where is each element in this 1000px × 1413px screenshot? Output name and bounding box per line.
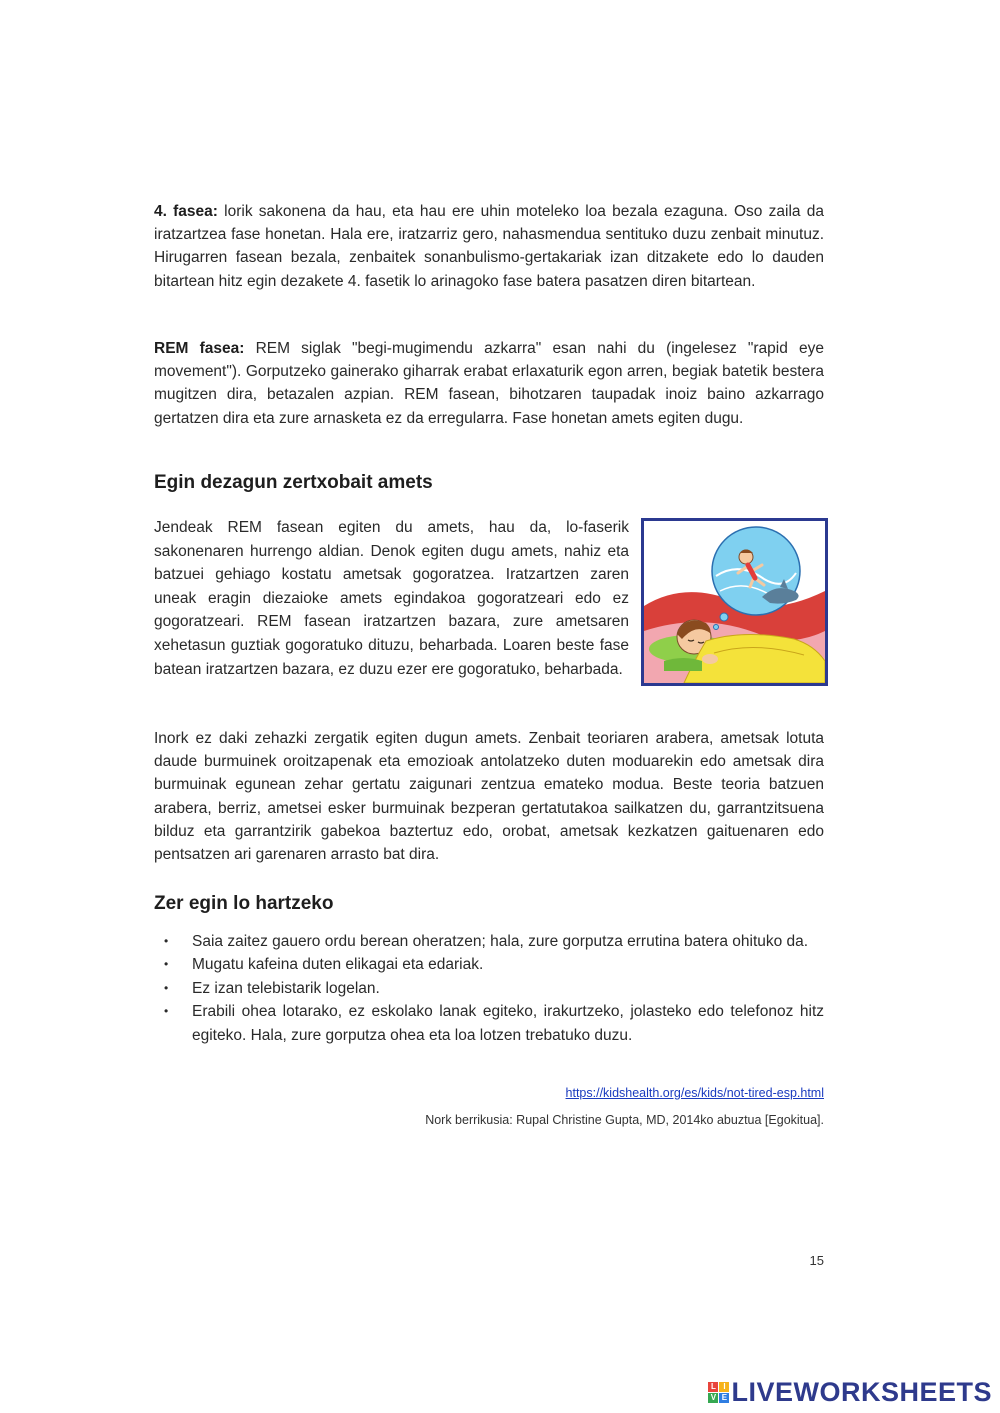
tip-text: Erabili ohea lotarako, ez eskolako lanak egiteko, irakurtzeko, jolasteko edo telefonoz hitz egiteko. Hala, zure gorputza ohea eta loa lotzen trebatuko duzu. (192, 1003, 824, 1044)
bullet-icon: • (164, 934, 169, 948)
liveworksheets-logo (708, 1377, 992, 1408)
dream-image-icon (644, 521, 825, 683)
sleep-tips-list (164, 930, 824, 1047)
fase4-paragraph (154, 200, 824, 293)
sleep-tips-heading: Zer egin lo hartzeko (154, 893, 334, 914)
page-number: 15 (809, 1253, 824, 1268)
sleeping-child-illustration (641, 518, 828, 686)
rem-paragraph (154, 337, 824, 430)
list-item (164, 977, 824, 1000)
dream-intro-paragraph: Jendeak REM fasean egiten du amets, hau da, lo-faserik sakonenaren hurrengo aldian. Denok egiten dugu amets, nahiz eta batzuei gehiago kostatu ametsak gogoratzea. Iratzartzen zaren uneak eragin diezaioke amets egindakoa gogoratzeari edo ez gogoratzeari. REM fasean iratzartzen bazara, zure ametsaren xehetasun guztiak gogoratuko dituzu, beharbada. Loaren beste fase batean iratzartzen bazara, ez duzu ezer ere gogoratuko, beharbada. (154, 519, 629, 678)
fase4-text: lorik sakonena da hau, eta hau ere uhin moteleko loa bezala ezaguna. Oso zaila da iratzartzea fase honetan. Hala ere, iratzarriz gero, nahasmendua sentituko duzu zenbait minutuz. Hirugarren fasean bezala, zenbaitek sonanbulismo-gertakariak izan ditzakete edo lo dauden bitartean hitz egin dezakete 4. fasetik lo arinagoko fase batera pasatzen diren bitartean. (154, 203, 824, 290)
logo-square: E (719, 1393, 729, 1403)
rem-text: REM siglak "begi-mugimendu azkarra" esan nahi du (ingelesez "rapid eye movement"). Gorputzeko gainerako giharrak erabat erlaxaturik egon arren, begiak batetik bestera mugitzen dira, betazalen azpian. REM fasean, bihotzaren taupadak inoiz baino azkarrago gertatzen dira eta zure arnasketa ez da erregularra. Fase honetan amets egiten dugu. (154, 340, 825, 427)
source-note: Nork berrikusia: Rupal Christine Gupta, MD, 2014ko abuztua [Egokitua]. (425, 1113, 824, 1127)
dream-theory-paragraph: Inork ez daki zehazki zergatik egiten dugun amets. Zenbait teoriaren arabera, ametsak lotuta daude burmuinek oroitzapenak eta emozioak antolatzeko duten moduarekin edo ametsak dira burmuinak egunean zehar gertatu zaigunari zentzua emateko modua. Beste teoria batzuen arabera, berriz, ametsei esker burmuinak bezperan gertatutakoa sailkatzen du, garrantzitsuena bilduz eta garrantzirik gabekoa baztertuz edo, orobat, ametsak kezkatzen gaituenaren edo pentsatzen ari garenaren arrasto bat dira. (154, 730, 824, 864)
list-item (164, 1000, 824, 1047)
logo-square: L (708, 1382, 718, 1392)
fase4-label: 4. fasea: (154, 203, 218, 220)
dream-section-heading: Egin dezagun zertxobait amets (154, 472, 433, 493)
list-item (164, 930, 824, 953)
logo-squares-icon (708, 1382, 729, 1403)
rem-label: REM fasea: (154, 340, 245, 357)
tip-text: Saia zaitez gauero ordu berean oheratzen; hala, zure gorputza errutina batera ohituko da. (192, 933, 809, 950)
source-link[interactable]: https://kidshealth.org/es/kids/not-tired-esp.html (565, 1086, 824, 1100)
tip-text: Mugatu kafeina duten elikagai eta edariak. (192, 956, 484, 974)
logo-square: I (719, 1382, 729, 1392)
tip-text: Ez izan telebistarik logelan. (192, 979, 380, 997)
bullet-icon: • (164, 957, 169, 972)
logo-text: LIVEWORKSHEETS (731, 1377, 992, 1407)
list-item (164, 953, 824, 976)
logo-square: V (708, 1393, 718, 1403)
bullet-icon: • (164, 1004, 169, 1019)
bullet-icon: • (164, 980, 169, 995)
